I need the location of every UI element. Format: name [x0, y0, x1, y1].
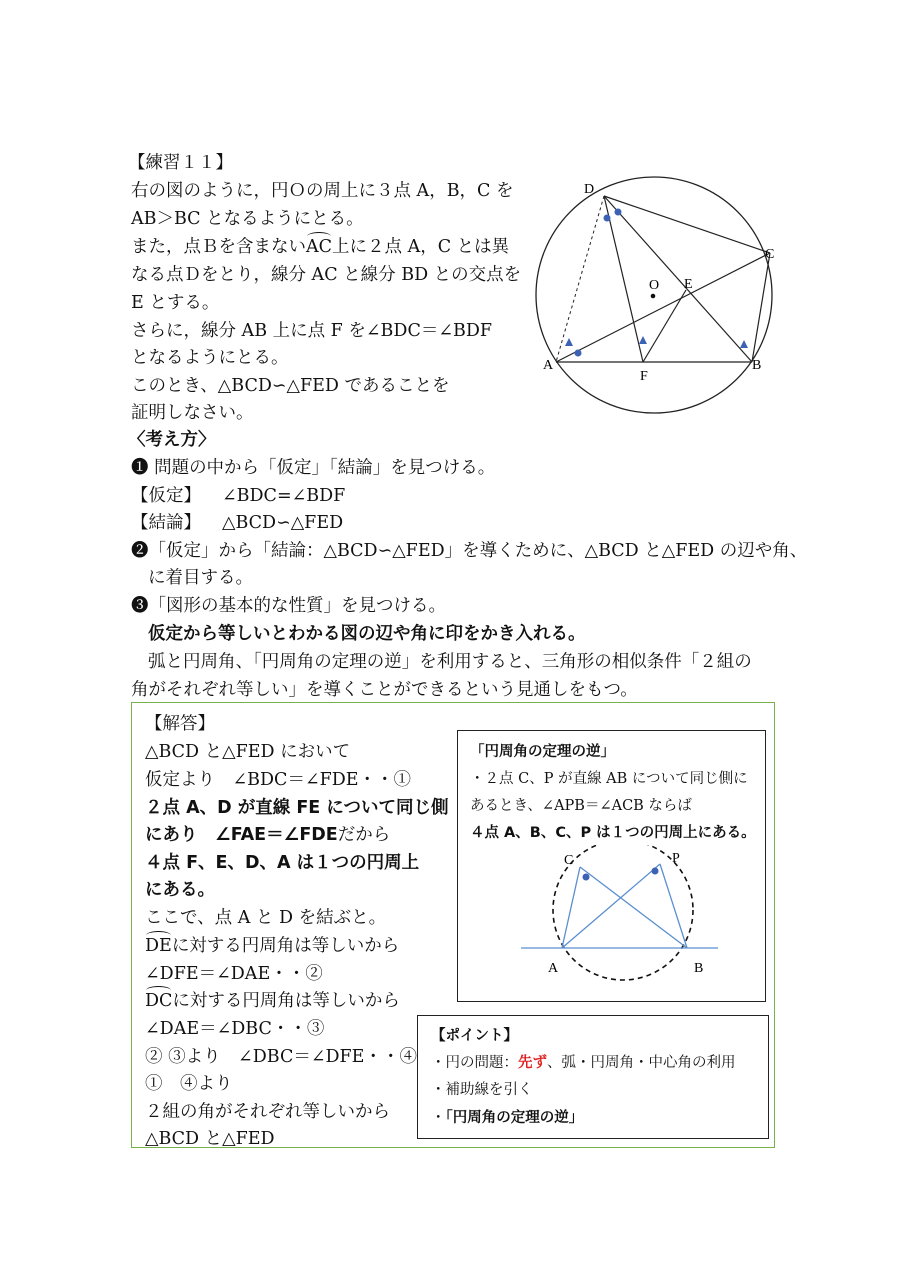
label-o: O: [649, 278, 660, 293]
step3-bold: 仮定から等しいとわかる図の辺や角に印をかき入れる。: [148, 624, 586, 644]
answer-line: [145, 933, 399, 960]
label-b: B: [694, 961, 704, 976]
answer-line: 仮定より ∠BDC＝∠FDE・・①: [145, 770, 412, 790]
point-text: ・円の問題：: [431, 1055, 518, 1071]
conclusion-value: △BCD∽△FED: [222, 513, 344, 533]
answer-line: にある。: [145, 880, 215, 900]
answer-line: ① ④より: [145, 1074, 233, 1094]
label-d: D: [584, 182, 595, 197]
point-text: 、弧・円周角・中心角の利用: [547, 1055, 736, 1071]
answer-line: ２点 A、D が直線 FE について同じ側: [145, 798, 449, 818]
point-line: [431, 1106, 583, 1130]
geometry-figure: [528, 175, 793, 440]
arc-ac: AC: [306, 234, 332, 261]
problem-line: 証明しなさい。: [131, 403, 254, 423]
theorem-line: あるとき、∠APB＝∠ACB ならば: [470, 798, 692, 814]
answer-heading: 【解答】: [145, 714, 215, 734]
step3: ❸「図形の基本的な性質」を見つける。: [131, 596, 446, 616]
problem-line: このとき、△BCD∽△FED であることを: [131, 376, 450, 396]
point-heading: 【ポイント】: [431, 1028, 518, 1044]
point-bold: 「円周角の定理の逆」: [445, 1110, 584, 1126]
approach-paragraph: 弧と円周角、「円周角の定理の逆」を利用すると、三角形の相似条件「２組の: [148, 652, 752, 672]
problem-line: 右の図のように，円Ｏの周上に３点 A，B，C を: [131, 181, 514, 201]
step1: ❶ 問題の中から「仮定」「結論」を見つける。: [131, 458, 496, 478]
label-b: B: [752, 358, 762, 373]
answer-line: ２組の角がそれぞれ等しいから: [145, 1102, 390, 1122]
problem-line: [131, 234, 509, 261]
problem-line: E とする。: [131, 293, 220, 313]
problem-line: なる点Ｄをとり，線分 AC と線分 BD との交点を: [131, 265, 522, 285]
theorem-figure: [505, 845, 735, 985]
point-line: ・補助線を引く: [431, 1082, 533, 1098]
label-f: F: [640, 369, 648, 384]
answer-line: ∠DAE＝∠DBC・・③: [145, 1019, 325, 1039]
answer-line: [145, 822, 390, 849]
step2: ❷「仮定」から「結論：△BCD∽△FED」を導くために、△BCD と△FED の辺や角、: [131, 541, 808, 561]
label-e: E: [684, 277, 693, 292]
arc-dc: DC: [145, 988, 172, 1015]
answer-line: ここで、点 A と D を結ぶと。: [145, 908, 387, 928]
problem-line: となるようにとる。: [131, 348, 289, 368]
problem-line: さらに，線分 AB 上に点 F を∠BDC＝∠BDF: [131, 321, 493, 341]
assumption-label: 【仮定】: [131, 486, 201, 506]
approach-heading: 〈考え方〉: [128, 430, 216, 450]
step2-cont: に着目する。: [148, 568, 253, 588]
theorem-title: 「円周角の定理の逆」: [470, 744, 615, 760]
answer-text: に対する円周角は等しいから: [171, 936, 400, 956]
answer-line: [145, 988, 400, 1015]
conclusion-label: 【結論】: [131, 513, 201, 533]
approach-paragraph-cont: 角がそれぞれ等しい」を導くことができるという見通しをもつ。: [131, 680, 638, 700]
point-line: [431, 1051, 736, 1075]
answer-text: だから: [337, 825, 391, 845]
label-c: C: [765, 247, 775, 262]
assumption-value: ∠BDC=∠BDF: [222, 486, 346, 506]
answer-line: ② ③より ∠DBC＝∠DFE・・④: [145, 1047, 417, 1067]
problem-text: 上に２点 A，C とは異: [332, 237, 510, 257]
answer-line: △BCD と△FED: [145, 1129, 275, 1149]
answer-bold: にあり ∠FAE＝∠FDE: [145, 825, 338, 845]
label-p: P: [672, 851, 680, 866]
theorem-line: ４点 A、B、C、P は１つの円周上にある。: [470, 825, 756, 841]
point-emphasis: 先ず: [518, 1054, 547, 1071]
arc-de: DE: [145, 933, 172, 960]
label-c: C: [564, 853, 574, 868]
theorem-line: ・２点 C、P が直線 AB について同じ側に: [470, 771, 748, 787]
answer-line: △BCD と△FED において: [145, 742, 351, 762]
label-a: A: [548, 961, 559, 976]
label-a: A: [543, 358, 554, 373]
problem-text: また，点Ｂを含まない: [131, 237, 306, 257]
point-text: ・: [431, 1110, 446, 1126]
answer-line: ∠DFE＝∠DAE・・②: [145, 964, 323, 984]
answer-line: ４点 F、E、D、A は１つの円周上: [145, 853, 420, 873]
answer-text: に対する円周角は等しいから: [172, 991, 400, 1011]
problem-line: AB＞BC となるようにとる。: [131, 209, 364, 229]
exercise-title: 【練習１１】: [128, 153, 233, 173]
